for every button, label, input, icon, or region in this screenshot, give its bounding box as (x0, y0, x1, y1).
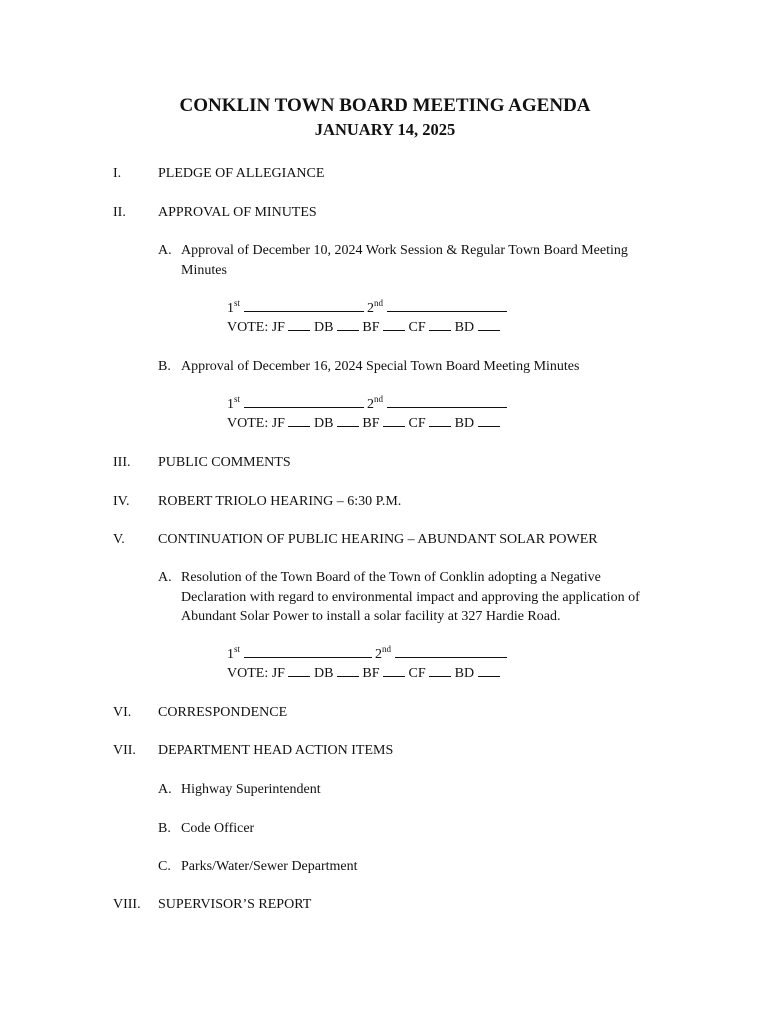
section-number: IV. (113, 494, 130, 509)
second-blank[interactable] (395, 645, 507, 658)
first-blank[interactable] (244, 299, 364, 312)
first-blank[interactable] (244, 395, 364, 408)
vote-member: DB (313, 320, 334, 335)
item-text: Highway Superintendent (181, 782, 321, 797)
dept-item-highway (158, 780, 321, 799)
section-triolo-hearing: ROBERT TRIOLO HEARING – 6:30 P.M. (158, 494, 402, 509)
section-number: VII. (113, 743, 136, 758)
second-label: 2nd (367, 298, 384, 316)
vote-blank[interactable] (288, 414, 310, 427)
solar-item-a (158, 568, 601, 587)
vote-line (227, 318, 500, 337)
vote-blank[interactable] (337, 414, 359, 427)
vote-blank[interactable] (337, 318, 359, 331)
motion-line (227, 395, 507, 414)
item-text: Code Officer (181, 821, 255, 836)
section-department-head: DEPARTMENT HEAD ACTION ITEMS (158, 743, 394, 758)
minutes-item-a (158, 241, 628, 260)
vote-blank[interactable] (383, 664, 405, 677)
vote-member: CF (408, 320, 426, 335)
second-blank[interactable] (387, 395, 507, 408)
vote-blank[interactable] (337, 664, 359, 677)
section-number: V. (113, 532, 125, 547)
solar-item-a-line3: Abundant Solar Power to install a solar facility at 327 Hardie Road. (181, 609, 561, 624)
motion-line (227, 299, 507, 318)
vote-line (227, 414, 500, 433)
agenda-date: JANUARY 14, 2025 (314, 120, 456, 139)
vote-blank[interactable] (478, 414, 500, 427)
agenda-title: CONKLIN TOWN BOARD MEETING AGENDA (179, 95, 591, 116)
item-text: Approval of December 16, 2024 Special Town Board Meeting Minutes (181, 359, 580, 374)
second-blank[interactable] (387, 299, 507, 312)
item-text: Parks/Water/Sewer Department (181, 859, 358, 874)
first-label: 1st (227, 298, 241, 316)
section-public-comments: PUBLIC COMMENTS (158, 455, 291, 470)
vote-member: JF (271, 416, 285, 431)
section-supervisors-report: SUPERVISOR’S REPORT (158, 897, 312, 912)
vote-blank[interactable] (383, 318, 405, 331)
vote-member: BD (454, 416, 475, 431)
vote-label: VOTE: (227, 416, 269, 431)
second-label: 2nd (367, 394, 384, 412)
second-label: 2nd (375, 644, 392, 662)
section-pledge: PLEDGE OF ALLEGIANCE (158, 166, 325, 181)
first-label: 1st (227, 394, 241, 412)
section-correspondence: CORRESPONDENCE (158, 705, 288, 720)
vote-label: VOTE: (227, 666, 269, 681)
vote-member: BF (362, 666, 380, 681)
vote-member: BF (362, 320, 380, 335)
dept-item-code-officer (158, 819, 254, 838)
minutes-item-a-continued: Minutes (181, 263, 227, 278)
vote-member: JF (271, 666, 285, 681)
vote-member: BF (362, 416, 380, 431)
item-letter: A. (158, 782, 172, 797)
item-text: Resolution of the Town Board of the Town of Conklin adopting a Negative (181, 570, 601, 585)
vote-member: BD (454, 666, 475, 681)
vote-blank[interactable] (288, 318, 310, 331)
section-solar-hearing: CONTINUATION OF PUBLIC HEARING – ABUNDANT SOLAR POWER (158, 532, 598, 547)
vote-blank[interactable] (288, 664, 310, 677)
motion-line (227, 645, 507, 664)
minutes-item-b (158, 357, 579, 376)
vote-blank[interactable] (429, 664, 451, 677)
vote-blank[interactable] (429, 414, 451, 427)
item-letter: A. (158, 243, 172, 258)
item-letter: C. (158, 859, 171, 874)
vote-member: BD (454, 320, 475, 335)
section-number: II. (113, 205, 126, 220)
section-number: III. (113, 455, 131, 470)
dept-item-parks (158, 857, 358, 876)
vote-member: JF (271, 320, 285, 335)
solar-item-a-line2: Declaration with regard to environmental impact and approving the application of (181, 590, 640, 605)
first-blank[interactable] (244, 645, 372, 658)
vote-member: DB (313, 666, 334, 681)
section-number: VIII. (113, 897, 141, 912)
item-letter: A. (158, 570, 172, 585)
vote-label: VOTE: (227, 320, 269, 335)
vote-blank[interactable] (383, 414, 405, 427)
vote-member: DB (313, 416, 334, 431)
vote-blank[interactable] (478, 664, 500, 677)
section-number: VI. (113, 705, 132, 720)
section-approval-of-minutes: APPROVAL OF MINUTES (158, 205, 317, 220)
vote-blank[interactable] (478, 318, 500, 331)
vote-blank[interactable] (429, 318, 451, 331)
vote-member: CF (408, 666, 426, 681)
item-letter: B. (158, 821, 171, 836)
section-number: I. (113, 166, 122, 181)
first-label: 1st (227, 644, 241, 662)
vote-line (227, 664, 500, 683)
item-letter: B. (158, 359, 171, 374)
item-text: Approval of December 10, 2024 Work Session & Regular Town Board Meeting (181, 243, 628, 258)
vote-member: CF (408, 416, 426, 431)
